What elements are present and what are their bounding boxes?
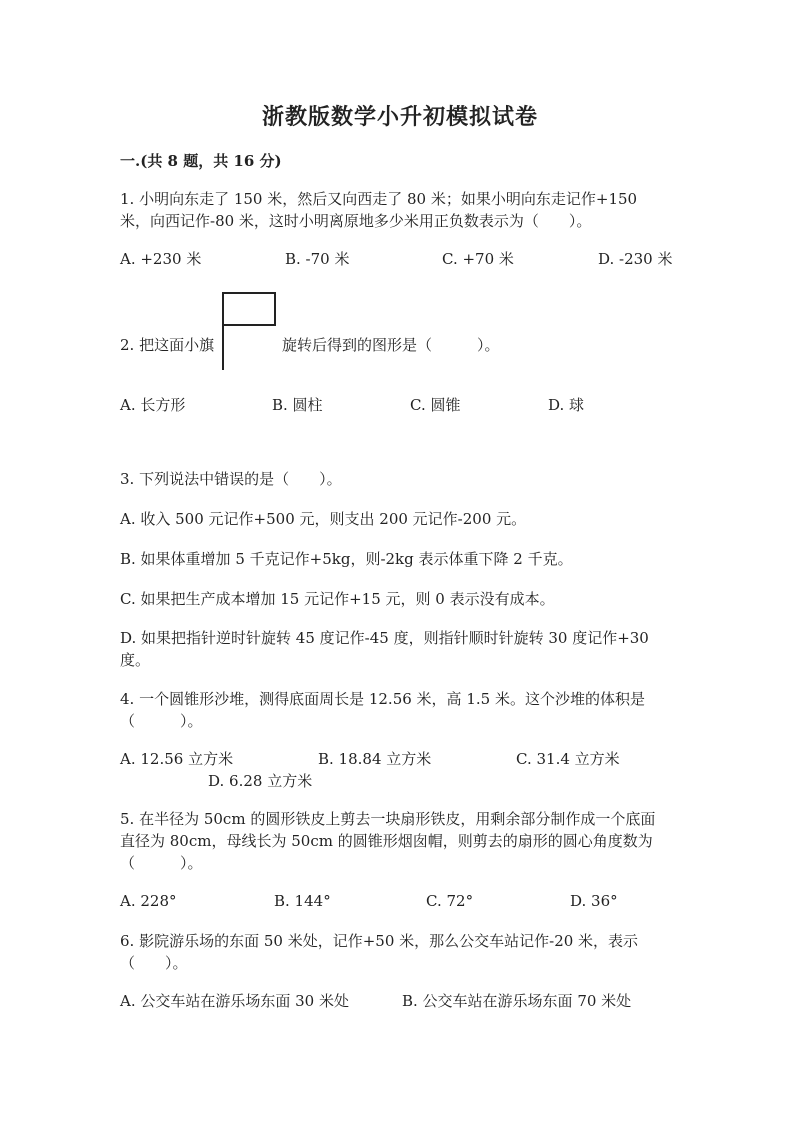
q5-stem-line1: 5. 在半径为 50cm 的圆形铁皮上剪去一块扇形铁皮，用剩余部分制作成一个底面 [120,810,656,828]
q5-stem-line2: 直径为 80cm，母线长为 50cm 的圆锥形烟囱帽，则剪去的扇形的圆心角度数为 [120,832,653,850]
q1-stem-line2: 米，向西记作-80 米，这时小明离原地多少米用正负数表示为（ ）。 [120,212,592,230]
q4-option-c: C. 31.4 立方米 [516,750,620,768]
q4-option-d: D. 6.28 立方米 [208,772,313,790]
page-title: 浙教版数学小升初模拟试卷 [261,104,538,130]
q2-option-c: C. 圆锥 [410,396,461,414]
q2-option-b: B. 圆柱 [272,396,323,414]
q4-stem-line2: （ ）。 [120,712,203,730]
q1-stem-line1: 1. 小明向东走了 150 米，然后又向西走了 80 米；如果小明向东走记作+150 [120,190,638,208]
q2-option-a: A. 长方形 [120,396,186,414]
q5-option-c: C. 72° [426,892,474,910]
section-header: 一.(共 8 题，共 16 分) [120,152,282,170]
q6-stem-line1: 6. 影院游乐场的东面 50 米处，记作+50 米，那么公交车站记作-20 米，表示 [120,932,639,950]
q2-stem-suffix: 旋转后得到的图形是（ ）。 [282,336,500,354]
q2-option-d: D. 球 [548,396,585,414]
q6-option-a: A. 公交车站在游乐场东面 30 米处 [120,992,349,1010]
q3-option-c: C. 如果把生产成本增加 15 元记作+15 元，则 0 表示没有成本。 [120,590,555,608]
q1-option-c: C. +70 米 [442,250,514,268]
q1-option-a: A. +230 米 [120,250,202,268]
q4-option-a: A. 12.56 立方米 [120,750,234,768]
q3-option-a: A. 收入 500 元记作+500 元，则支出 200 元记作-200 元。 [120,510,527,528]
q1-option-d: D. -230 米 [598,250,673,268]
q5-stem-line3: （ ）。 [120,854,203,872]
q5-option-d: D. 36° [570,892,618,910]
q2-stem-prefix: 2. 把这面小旗 [120,336,215,354]
q4-option-b: B. 18.84 立方米 [318,750,432,768]
q1-option-b: B. -70 米 [285,250,350,268]
q3-option-d-line1: D. 如果把指针逆时针旋转 45 度记作-45 度，则指针顺时针旋转 30 度记作+30 [120,629,649,647]
q6-stem-line2: （ ）。 [120,954,188,972]
flag-figure [222,292,276,326]
q4-stem-line1: 4. 一个圆锥形沙堆，测得底面周长是 12.56 米，高 1.5 米。这个沙堆的体积是 [120,690,645,708]
q5-option-a: A. 228° [120,892,177,910]
q3-stem: 3. 下列说法中错误的是（ ）。 [120,470,342,488]
q5-option-b: B. 144° [274,892,331,910]
q6-option-b: B. 公交车站在游乐场东面 70 米处 [402,992,632,1010]
q3-option-d-line2: 度。 [120,651,151,669]
q3-option-b: B. 如果体重增加 5 千克记作+5kg，则-2kg 表示体重下降 2 千克。 [120,550,573,568]
